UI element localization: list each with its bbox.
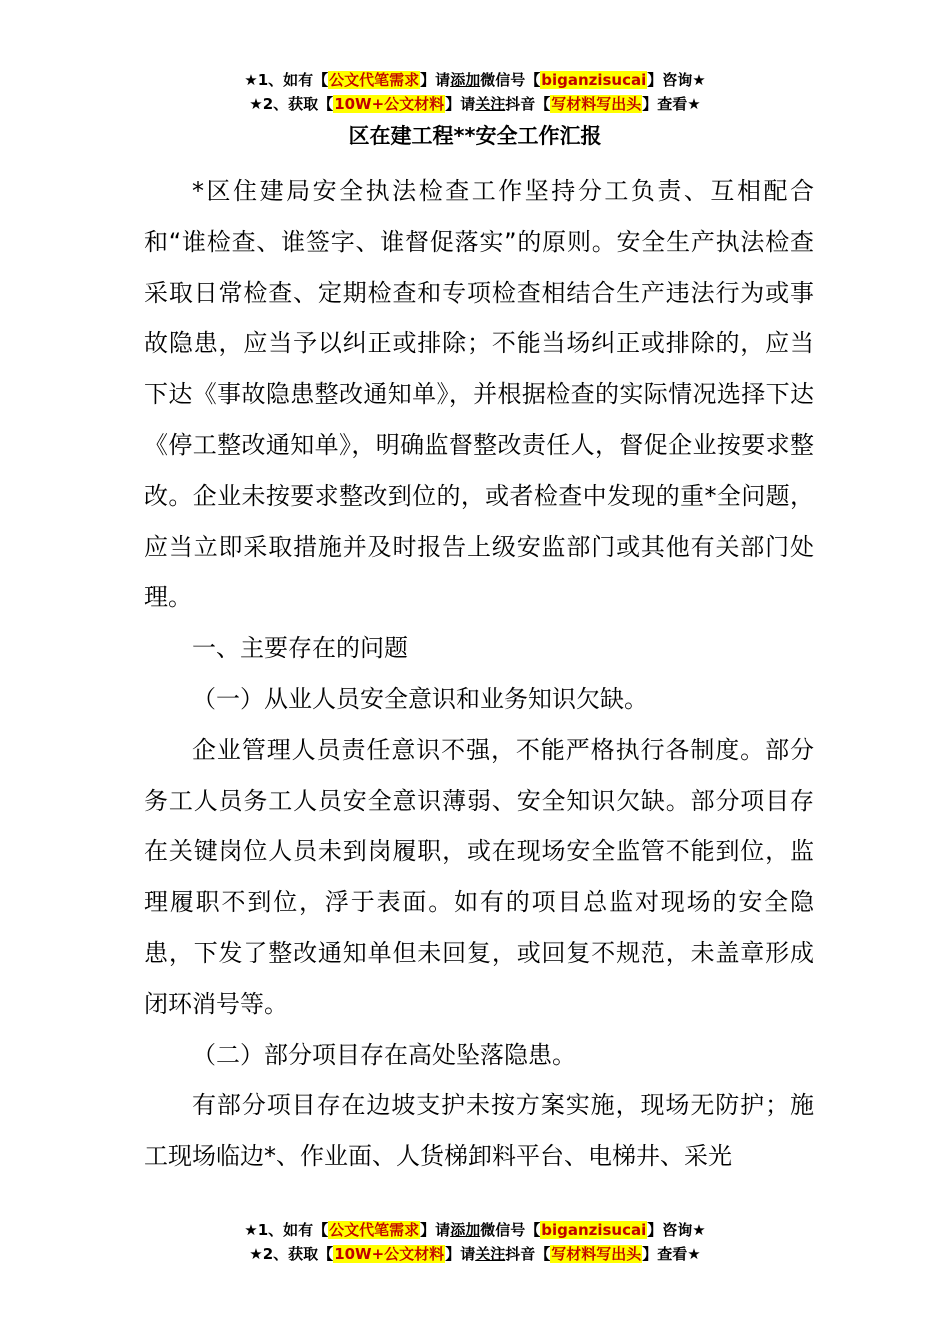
header-banner [0,68,950,116]
banner-text: ★1、如有【 [244,71,329,89]
banner-text: 抖音【 [505,1245,551,1263]
banner-text: 抖音【 [505,95,551,113]
body-paragraph: 有部分项目存在边坡支护未按方案实施，现场无防护；施工现场临边*、作业面、人货梯卸料平台、电梯井、采光 [144,1091,814,1171]
underlined-word: 添加 [450,71,481,89]
banner-text: ★1、如有【 [244,1221,329,1239]
banner-text: 】请 [420,71,451,89]
banner-text: 微信号【 [480,71,541,89]
document-body [144,166,814,1182]
highlight-wechat-id: biganzisucai [541,1221,647,1239]
highlight-service: 公文代笔需求 [329,71,420,89]
highlight-douyin-account: 写材料写出头 [551,95,642,113]
highlight-materials: 10W+公文材料 [334,95,445,113]
highlight-materials: 10W+公文材料 [334,1245,445,1263]
banner-text: 】咨询★ [647,1221,706,1239]
banner-text: ★2、获取【 [249,1245,334,1263]
header-banner-line-1 [0,68,950,92]
highlight-douyin-account: 写材料写出头 [551,1245,642,1263]
banner-text: 】查看★ [642,1245,701,1263]
banner-text: 】请 [445,1245,476,1263]
banner-text: 】查看★ [642,95,701,113]
banner-text: 微信号【 [480,1221,541,1239]
underlined-word: 添加 [450,1221,481,1239]
banner-text: 】请 [420,1221,451,1239]
underlined-word: 关注 [475,1245,506,1263]
subsection-heading: （一）从业人员安全意识和业务知识欠缺。 [192,684,648,713]
highlight-wechat-id: biganzisucai [541,71,647,89]
intro-paragraph: *区住建局安全执法检查工作坚持分工负责、互相配合和“谁检查、谁签字、谁督促落实”的原则。安全生产执法检查采取日常检查、定期检查和专项检查相结合生产违法行为或事故隐患，应当予以纠正或排除；不能当场纠正或排除的，应当下达《事故隐患整改通知单》，并根据检查的实际情况选择下达《停工整改通知单》，明确监督整改责任人，督促企业按要求整改。企业未按要求整改到位的，或者检查中发现的重*全问题，应当立即采取措施并及时报告上级安监部门或其他有关部门处理。 [144,177,814,612]
header-banner-line-2 [0,92,950,116]
section-heading: 一、主要存在的问题 [192,634,408,663]
underlined-word: 关注 [475,95,506,113]
banner-text: 】请 [445,95,476,113]
footer-banner-line-1 [0,1218,950,1242]
subsection-heading: （二）部分项目存在高处坠落隐患。 [192,1040,576,1069]
highlight-service: 公文代笔需求 [329,1221,420,1239]
banner-text: 】咨询★ [647,71,706,89]
footer-banner [0,1218,950,1266]
document-title: 区在建工程**安全工作汇报 [348,124,602,148]
footer-banner-line-2 [0,1242,950,1266]
banner-text: ★2、获取【 [249,95,334,113]
body-paragraph: 企业管理人员责任意识不强，不能严格执行各制度。部分务工人员务工人员安全意识薄弱、安全知识欠缺。部分项目存在关键岗位人员未到岗履职，或在现场安全监管不能到位，监理履职不到位，浮于表面。如有的项目总监对现场的安全隐患，下发了整改通知单但未回复，或回复不规范，未盖章形成闭环消号等。 [144,735,814,1018]
